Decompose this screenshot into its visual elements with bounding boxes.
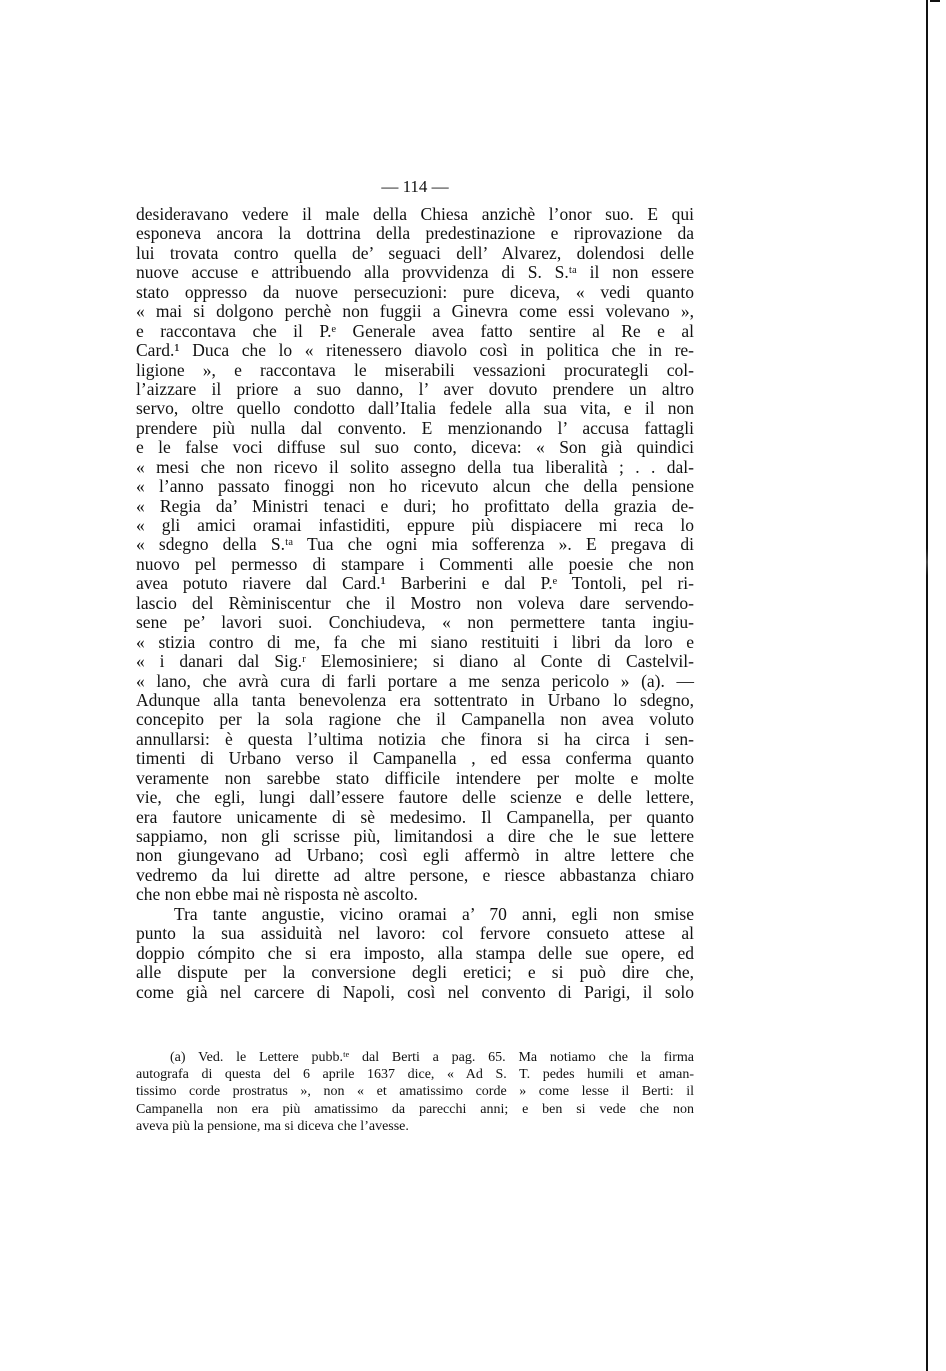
footnote-line: tissimo corde prostratus », non « et amatissimo corde » come lesse il Berti: il (136, 1084, 694, 1100)
text-line: era fautore unicamente di sè medesimo. Il Campanella, per quanto (136, 806, 694, 827)
footnote-line: Campanella non era più amatissimo da parecchi anni; e ben si vede che non (136, 1101, 694, 1117)
page-number: — 114 — (381, 177, 449, 196)
text-line: avea potuto riavere dal Card.¹ Barberini e dal P.ᵉ Tontoli, pel ri- (136, 573, 694, 594)
text-line: Tra tante angustie, vicino oramai a’ 70 anni, egli non smise (174, 903, 694, 924)
footnote (136, 1049, 694, 1135)
footnote-line: aveva più la pensione, ma si diceva che l’avesse. (136, 1118, 409, 1134)
text-line: « Regia da’ Ministri tenaci e duri; ho profittato della grazia de- (136, 495, 694, 516)
text-line: e raccontava che il P.ᵉ Generale avea fatto sentire al Re e al (136, 320, 694, 341)
text-line: esponeva ancora la dottrina della predestinazione e riprovazione da (136, 223, 694, 244)
text-line: « mesi che non ricevo il solito assegno della tua liberalità ; . . dal- (136, 456, 694, 477)
text-line: « sdegno della S.ᵗᵃ Tua che ogni mia sofferenza ». E pregava di (136, 534, 694, 555)
text-line: nuovo pel permesso di stampare i Commenti alle poesie che non (136, 553, 694, 574)
text-line: « gli amici oramai infastiditi, eppure più dispiacere mi reca lo (136, 515, 694, 535)
text-line: concepito per la sola ragione che il Campanella non avea voluto (136, 709, 694, 730)
text-line: « mai si dolgono perchè non fuggii a Ginevra come essi volevano », (136, 301, 694, 322)
main-text (136, 205, 694, 1002)
text-line: lui trovata contro quella de’ seguaci dell’ Alvarez, dolendosi delle (136, 242, 694, 263)
text-line: doppio cómpito che si era imposto, alla stampa delle sue opere, ed (136, 942, 694, 963)
text-line: che non ebbe mai nè risposta nè ascolto. (136, 884, 418, 905)
text-line: « stizia contro di me, fa che mi siano restituiti i libri da loro e (136, 631, 694, 652)
text-line: Card.¹ Duca che lo « ritenessero diavolo così in politica che in re- (136, 340, 694, 361)
text-line: alle dispute per la conversione degli eretici; e si può dire che, (136, 962, 694, 983)
text-line: non giungevano ad Urbano; così egli affermò in altre lettere che (136, 845, 694, 866)
text-line: prendere più nulla dal convento. E menzionando l’ accusa fattagli (136, 417, 694, 438)
text-line: ligione », e raccontava le miserabili vessazioni procurategli col- (136, 359, 694, 380)
text-line: nuove accuse e attribuendo alla provvidenza di S. S.ᵗᵃ il non essere (136, 262, 694, 283)
footnote-line: (a) Ved. le Lettere pubb.ᵗᵉ dal Berti a pag. 65. Ma notiamo che la firma (170, 1050, 694, 1065)
text-line: timenti di Urbano verso il Campanella , ed essa conferma quanto (136, 748, 694, 769)
text-line: « l’anno passato finoggi non ho ricevuto alcun che della pensione (136, 476, 694, 497)
text-line: stato oppresso da nuove persecuzioni: pure diceva, « vedi quanto (136, 281, 694, 302)
page-edge (926, 0, 928, 1371)
text-line: punto la sua assiduità nel lavoro: col fervore consueto attese al (136, 923, 694, 944)
text-line: Adunque alla tanta benevolenza era sottentrato in Urbano lo sdegno, (136, 689, 694, 710)
footnote-line: autografa di questa del 6 aprile 1637 dice, « Ad S. T. pedes humili et aman- (136, 1067, 694, 1083)
text-line: veramente non sarebbe stato difficile intendere per molte e molte (136, 767, 694, 788)
text-line: e le false voci diffuse sul suo conto, diceva: « Son già quindici (136, 437, 694, 458)
text-line: l’aizzare il priore a suo danno, l’ aver dovuto prendere un altro (136, 378, 694, 399)
text-line: « i danari dal Sig.ʳ Elemosiniere; si diano al Conte di Castelvil- (136, 651, 694, 672)
text-line: come già nel carcere di Napoli, così nel convento di Parigi, il solo (136, 981, 694, 1002)
text-line: vedremo da lui dirette ad altre persone, e riesce abbastanza chiaro (136, 864, 694, 885)
text-line: vie, che egli, lungi dall’essere fautore delle scienze e delle lettere, (136, 787, 694, 808)
text-line: desideravano vedere il male della Chiesa anzichè l’onor suo. E qui (136, 204, 694, 224)
text-line: annullarsi: è questa l’ultima notizia che finora si ha circa i sen- (136, 728, 694, 749)
text-line: sappiamo, non gli scrisse più, limitandosi a dire che le sue lettere (136, 826, 694, 846)
text-line: lascio del Rèminiscentur che il Mostro non voleva dare servendo- (136, 592, 694, 613)
text-line: « lano, che avrà cura di farli portare a me senza pericolo » (a). — (136, 670, 694, 691)
page-edge-corner (930, 0, 940, 32)
text-line: sene pe’ lavori suoi. Conchiudeva, « non permettere tanta ingiu- (136, 612, 694, 633)
text-line: servo, oltre quello condotto dall’Italia fedele alla sua vita, e il non (136, 398, 694, 419)
